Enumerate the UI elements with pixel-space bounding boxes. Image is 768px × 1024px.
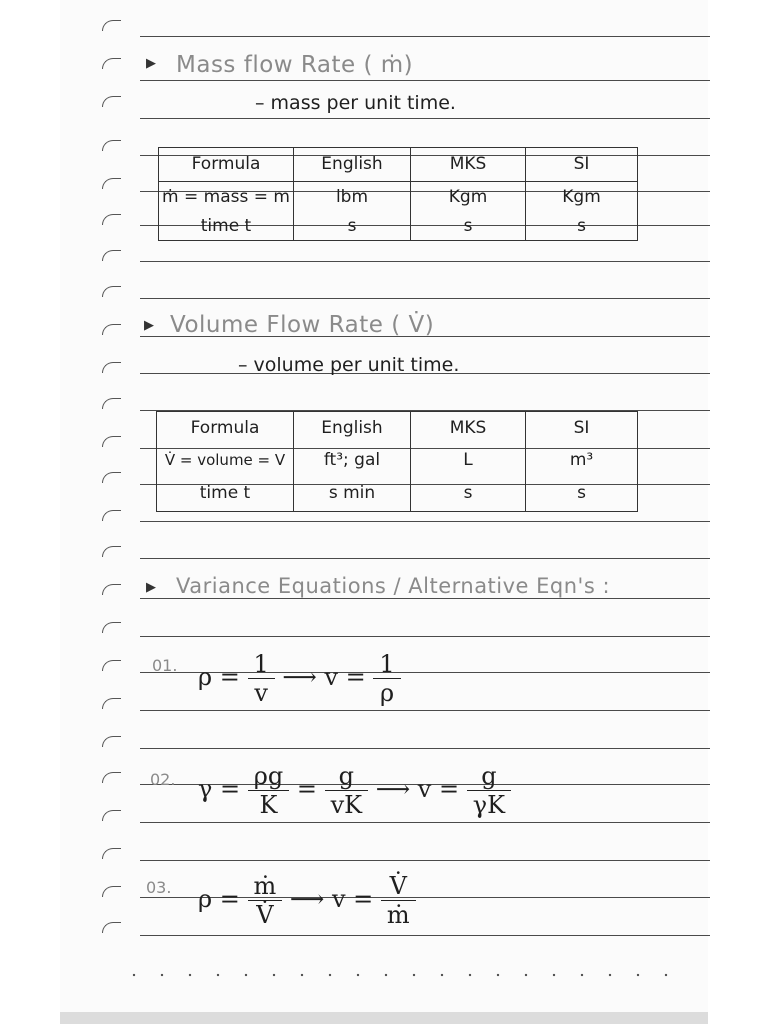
volume-flow-definition: – volume per unit time. xyxy=(238,354,460,376)
table-row xyxy=(159,212,638,241)
table-row xyxy=(159,182,638,213)
table-cell: s xyxy=(411,212,526,241)
fraction: $\frac{\text{ṁ}}{V̇}$ xyxy=(248,872,283,929)
table-header: MKS xyxy=(411,148,526,182)
left-margin xyxy=(0,0,60,1024)
equation-02 xyxy=(198,762,511,819)
table-header: MKS xyxy=(411,412,526,446)
table-cell: time t xyxy=(200,216,252,236)
table-cell: s min xyxy=(294,475,411,512)
arrow-icon: ⟶ xyxy=(282,663,317,691)
triangle-bullet-icon: ▶ xyxy=(146,580,156,595)
equation-number: 03. xyxy=(146,878,172,897)
table-header: SI xyxy=(526,148,638,182)
table-cell: Kgm xyxy=(526,182,638,213)
table-row xyxy=(157,475,638,512)
eq-lhs: γ = xyxy=(198,775,241,803)
table-header-row xyxy=(159,148,638,182)
eq-rhs: v = xyxy=(417,775,460,803)
equation-01 xyxy=(198,650,401,707)
mass-flow-table xyxy=(158,147,638,241)
volume-flow-heading: Volume Flow Rate ( V̇) xyxy=(170,312,435,338)
eq-rhs: v = xyxy=(324,663,366,691)
eq-rhs: v = xyxy=(331,885,374,913)
fraction: $\frac{g}{vK}$ xyxy=(325,762,369,819)
table-header: English xyxy=(294,148,411,182)
arrow-icon: ⟶ xyxy=(289,885,325,913)
right-margin xyxy=(708,0,768,1024)
equation-number: 02. xyxy=(150,770,176,789)
table-header: SI xyxy=(526,412,638,446)
table-header: Formula xyxy=(159,148,294,182)
equation-03 xyxy=(198,872,416,929)
table-header-row xyxy=(157,412,638,446)
eq-lhs: ρ = xyxy=(198,663,240,691)
table-cell: ṁ = mass = m xyxy=(162,187,290,207)
table-cell: time t xyxy=(199,483,251,503)
variance-heading: Variance Equations / Alternative Eqn's : xyxy=(176,574,611,598)
table-row xyxy=(157,445,638,475)
mass-flow-heading: Mass flow Rate ( ṁ) xyxy=(176,52,414,78)
equation-number: 01. xyxy=(152,656,178,675)
fraction: $\frac{1}{v}$ xyxy=(248,650,275,707)
fraction: $\frac{1}{\rho}$ xyxy=(373,650,400,707)
table-cell: s xyxy=(526,212,638,241)
table-cell: Kgm xyxy=(411,182,526,213)
table-cell: L xyxy=(411,445,526,475)
table-cell: V̇ = volume = V xyxy=(164,451,286,469)
arrow-icon: ⟶ xyxy=(375,775,411,803)
table-cell: ft³; gal xyxy=(294,445,411,475)
volume-flow-table xyxy=(156,411,638,512)
table-cell: m³ xyxy=(526,445,638,475)
perforation-dots xyxy=(120,973,680,977)
table-cell: s xyxy=(294,212,411,241)
triangle-bullet-icon: ▶ xyxy=(144,318,154,333)
table-header: Formula xyxy=(190,418,260,438)
mass-flow-definition: – mass per unit time. xyxy=(255,92,456,114)
triangle-bullet-icon: ▶ xyxy=(146,56,156,71)
fraction: $\frac{V̇}{\text{ṁ}}$ xyxy=(381,872,416,929)
fraction: $\frac{g}{\gamma K}$ xyxy=(467,762,511,819)
table-cell: lbm xyxy=(294,182,411,213)
fraction: $\frac{\rho g}{K}$ xyxy=(248,762,289,819)
table-header: English xyxy=(294,412,411,446)
equals-sign: = xyxy=(296,775,317,803)
table-cell: s xyxy=(526,475,638,512)
table-cell: s xyxy=(411,475,526,512)
eq-lhs: ρ = xyxy=(198,885,240,913)
